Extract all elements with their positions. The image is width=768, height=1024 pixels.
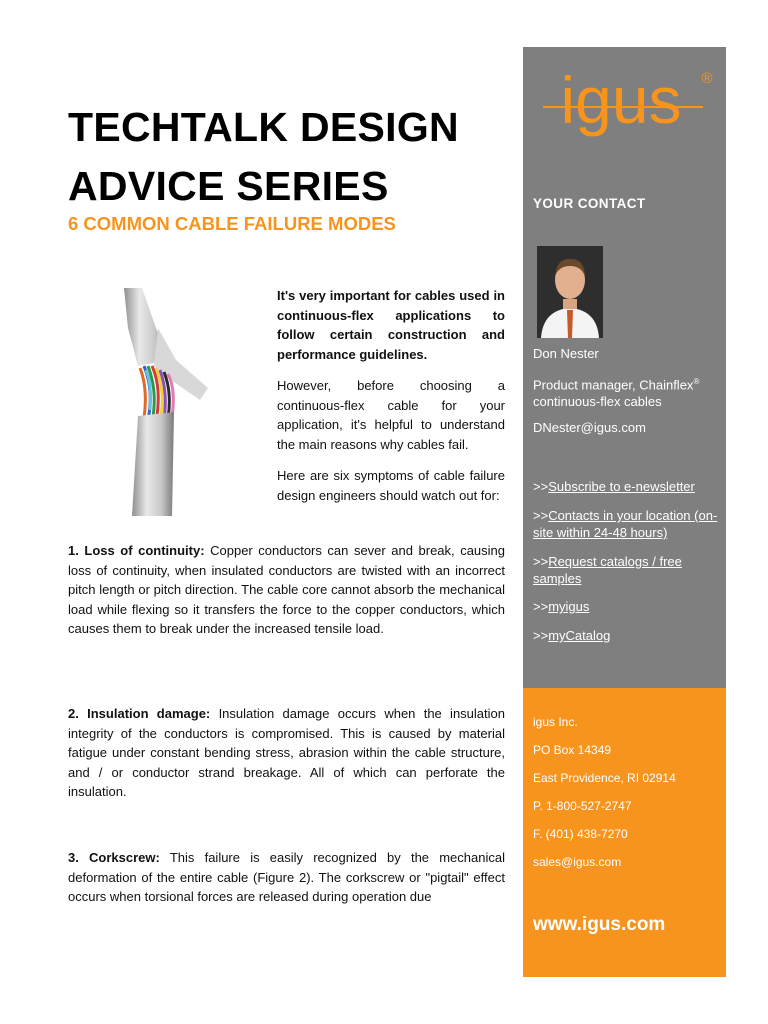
section-loss-of-continuity (68, 541, 505, 639)
link-myigus[interactable] (533, 598, 721, 615)
section-heading: 2. Insulation damage: (68, 706, 211, 721)
section-heading: 1. Loss of continuity: (68, 543, 205, 558)
contact-role-line-1: Product manager, Chainflex (533, 377, 694, 393)
address-fax: F. (401) 438-7270 (533, 827, 628, 841)
link-prefix: >> (533, 628, 549, 643)
link-newsletter[interactable] (533, 478, 721, 495)
svg-text:®: ® (701, 70, 713, 87)
website-link[interactable]: www.igus.com (533, 914, 666, 935)
section-text: Copper conductors can sever and break, causing loss of continuity, when insulated conductors are twisted with an incorrect pitch length or pitch direction. The cable core cannot absorb the mechanical load while flexing so it transfers the force to the copper conductors, which causes them to break under the increased tensile load. (68, 543, 506, 636)
cable-photo (118, 288, 214, 516)
link-prefix: >> (533, 508, 549, 523)
contact-name: Don Nester (533, 346, 599, 361)
section-insulation-damage (68, 704, 505, 802)
section-heading: 3. Corkscrew: (68, 850, 160, 865)
link-prefix: >> (533, 599, 549, 614)
contact-portrait (537, 246, 603, 338)
page-subtitle: 6 COMMON CABLE FAILURE MODES (68, 213, 396, 234)
address-phone: P. 1-800-527-2747 (533, 799, 632, 813)
address-po-box: PO Box 14349 (533, 743, 612, 757)
link-label[interactable]: myCatalog (548, 628, 611, 643)
svg-text:igus: igus (560, 63, 682, 137)
address-company: igus Inc. (533, 715, 578, 729)
link-prefix: >> (533, 479, 549, 494)
intro-lead: It's very important for cables used in continuous-flex applications to follow certain construction and performance guidelines. (277, 288, 505, 362)
contact-email[interactable]: DNester@igus.com (533, 420, 646, 435)
section-text: Insulation damage occurs when the insulation integrity of the conductors is compromised. This is caused by material fatigue under constant bending stress, abrasion within the cable structure, and / or conductor strand breakage. All of which can perforate the insulation. (68, 706, 505, 799)
intro-text (277, 286, 505, 517)
link-label[interactable]: myigus (548, 599, 590, 614)
contact-role (533, 373, 721, 410)
title-line-1: TECHTALK DESIGN (68, 104, 459, 150)
intro-paragraph-3: Here are six symptoms of cable failure design engineers should watch out for: (277, 468, 505, 503)
link-label[interactable]: Request catalogs / free samples (533, 554, 682, 586)
contact-role-line-2: continuous-flex cables (533, 394, 662, 410)
address-email[interactable]: sales@igus.com (533, 855, 622, 869)
link-mycatalog[interactable] (533, 627, 721, 644)
title-line-2: ADVICE SERIES (68, 163, 389, 209)
page-title (68, 98, 508, 216)
contact-heading: YOUR CONTACT (533, 196, 646, 211)
link-label[interactable]: Subscribe to e-newsletter (548, 479, 695, 494)
link-contacts[interactable] (533, 507, 721, 541)
link-prefix: >> (533, 554, 549, 569)
section-text: This failure is easily recognized by the mechanical deformation of the entire cable (Figure 2). The corkscrew or "pigtail" effect occurs when torsional forces are released during operation due (68, 850, 505, 904)
intro-paragraph-2: However, before choosing a continuous-flex cable for your application, it's helpful to understand the main reasons why cables fail. (277, 378, 505, 452)
address-city: East Providence, RI 02914 (533, 771, 676, 785)
registered-mark: ® (693, 377, 700, 386)
link-catalogs[interactable] (533, 553, 721, 587)
igus-logo (541, 61, 711, 161)
section-corkscrew (68, 848, 505, 907)
contact-sidebar (523, 47, 726, 977)
link-label[interactable]: Contacts in your location (on-site within 24-48 hours) (533, 508, 718, 540)
